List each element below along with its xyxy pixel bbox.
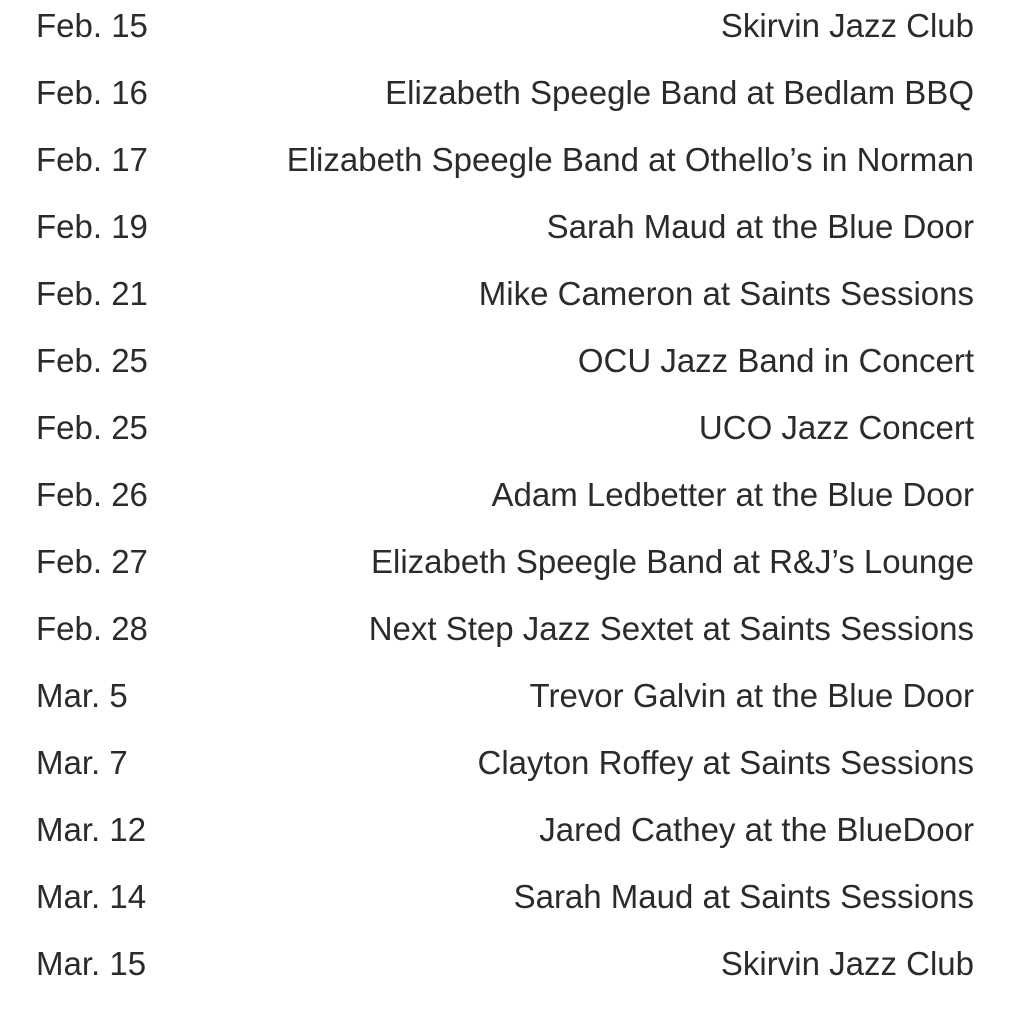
event-description: Sarah Maud at Saints Sessions (513, 878, 974, 915)
event-row (0, 871, 1024, 938)
event-row (0, 0, 1024, 67)
event-description: Trevor Galvin at the Blue Door (529, 677, 974, 714)
event-date: Mar. 5 (36, 677, 128, 714)
event-description: Elizabeth Speegle Band at Bedlam BBQ (385, 74, 974, 111)
event-description: Jared Cathey at the BlueDoor (539, 811, 974, 848)
event-description: Skirvin Jazz Club (720, 7, 974, 44)
event-date: Mar. 15 (36, 945, 147, 982)
event-date: Feb. 26 (36, 476, 148, 513)
event-row (0, 804, 1024, 871)
event-row (0, 335, 1024, 402)
event-row (0, 737, 1024, 804)
event-row (0, 67, 1024, 134)
event-date: Feb. 25 (36, 409, 148, 446)
event-description: UCO Jazz Concert (698, 409, 974, 446)
event-date: Feb. 27 (36, 543, 148, 580)
event-description: Elizabeth Speegle Band at Othello’s in Norman (286, 141, 974, 178)
event-row (0, 134, 1024, 201)
event-row (0, 536, 1024, 603)
event-date: Feb. 17 (36, 141, 148, 178)
event-date: Mar. 14 (36, 878, 147, 915)
event-description: Adam Ledbetter at the Blue Door (491, 476, 974, 513)
event-description: Elizabeth Speegle Band at R&J’s Lounge (371, 543, 974, 580)
event-row (0, 938, 1024, 1005)
event-description: OCU Jazz Band in Concert (577, 342, 974, 379)
event-date: Mar. 12 (36, 811, 147, 848)
event-date: Feb. 19 (36, 208, 148, 245)
event-description: Next Step Jazz Sextet at Saints Sessions (368, 610, 974, 647)
event-row (0, 402, 1024, 469)
event-date: Feb. 15 (36, 7, 148, 44)
event-date: Mar. 7 (36, 744, 128, 781)
event-row (0, 268, 1024, 335)
event-date: Feb. 16 (36, 74, 148, 111)
event-row (0, 201, 1024, 268)
event-date: Feb. 21 (36, 275, 148, 312)
event-date: Feb. 25 (36, 342, 148, 379)
event-row (0, 670, 1024, 737)
event-description: Mike Cameron at Saints Sessions (478, 275, 974, 312)
event-row (0, 469, 1024, 536)
event-description: Sarah Maud at the Blue Door (546, 208, 974, 245)
event-date: Feb. 28 (36, 610, 148, 647)
event-description: Clayton Roffey at Saints Sessions (477, 744, 974, 781)
event-row (0, 603, 1024, 670)
event-description: Skirvin Jazz Club (720, 945, 974, 982)
